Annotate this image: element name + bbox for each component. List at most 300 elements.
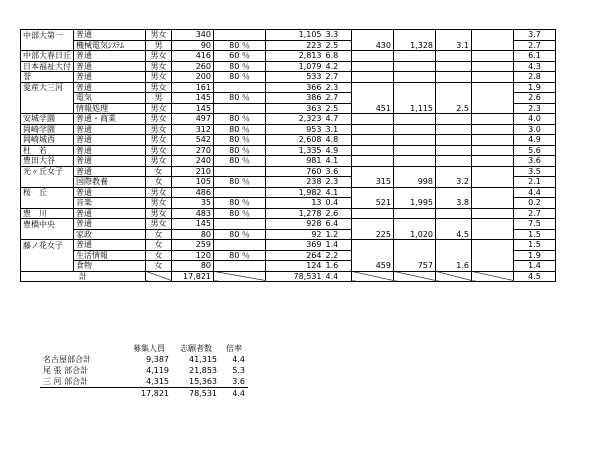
- capacity: 486: [172, 187, 214, 198]
- applicants: 2,323: [266, 114, 324, 125]
- capacity: 80: [172, 229, 214, 240]
- prev-ratio: 1.4: [514, 261, 556, 272]
- capacity: 260: [172, 61, 214, 72]
- prev-ratio: 4.4: [514, 187, 556, 198]
- total-capacity: 17,821: [172, 271, 214, 282]
- school-capacity: [352, 61, 394, 72]
- school-capacity: [352, 166, 394, 177]
- recommend-rate: [214, 187, 266, 198]
- school-ratio: 3.2: [436, 177, 472, 188]
- prev-ratio: 0.2: [514, 198, 556, 209]
- ratio: 1.6: [324, 261, 352, 272]
- recommend-rate: 80 ％: [214, 208, 266, 219]
- school-applicants: 998: [394, 177, 436, 188]
- prev-ratio: 3.0: [514, 124, 556, 135]
- summary-ratio: 3.6: [232, 377, 245, 386]
- recommend-rate: [214, 261, 266, 272]
- total-prev-ratio: 4.5: [514, 271, 556, 282]
- recommend-rate: 80 ％: [214, 72, 266, 83]
- school-ratio: [436, 187, 472, 198]
- blank-cell: [472, 156, 514, 167]
- total-blank: [436, 271, 472, 282]
- applicants: 369: [266, 240, 324, 251]
- applicants: 981: [266, 156, 324, 167]
- school-name: 誉: [21, 72, 74, 83]
- summary-capacity: 4,119: [146, 366, 169, 375]
- school-applicants: [394, 82, 436, 93]
- capacity: 542: [172, 135, 214, 146]
- recommend-rate: [214, 166, 266, 177]
- table-row: [21, 40, 556, 51]
- ratio: 2.7: [324, 93, 352, 104]
- summary-label: 名古屋部合計: [43, 355, 91, 364]
- school-capacity: 459: [352, 261, 394, 272]
- recommend-rate: 80 ％: [214, 135, 266, 146]
- school-capacity: [352, 72, 394, 83]
- recommend-rate: 80 ％: [214, 229, 266, 240]
- recommend-rate: [214, 240, 266, 251]
- school-ratio: [436, 250, 472, 261]
- school-name: [21, 198, 74, 209]
- applicants: 1,982: [266, 187, 324, 198]
- school-applicants: [394, 30, 436, 41]
- school-name: 豊橋中央: [21, 219, 74, 230]
- prev-ratio: 3.5: [514, 166, 556, 177]
- blank-cell: [472, 261, 514, 272]
- school-applicants: [394, 156, 436, 167]
- school-capacity: [352, 93, 394, 104]
- school-capacity: [352, 145, 394, 156]
- table-row: [21, 156, 556, 167]
- school-applicants: [394, 72, 436, 83]
- blank-cell: [472, 40, 514, 51]
- ratio: 2.6: [324, 208, 352, 219]
- capacity: 145: [172, 219, 214, 230]
- recommend-rate: 80 ％: [214, 114, 266, 125]
- course-name: 食物: [74, 261, 146, 272]
- prev-ratio: 1.5: [514, 229, 556, 240]
- school-applicants: [394, 124, 436, 135]
- total-rate-blank: [214, 271, 266, 282]
- table-row: [21, 103, 556, 114]
- recommend-rate: [214, 219, 266, 230]
- school-ratio: [436, 93, 472, 104]
- blank-cell: [472, 177, 514, 188]
- school-capacity: [352, 124, 394, 135]
- course-name: 普通: [74, 145, 146, 156]
- summary-header-applicants: 志願者数: [180, 344, 212, 353]
- ratio: 1.2: [324, 229, 352, 240]
- course-name: 普通: [74, 61, 146, 72]
- table-row: [21, 82, 556, 93]
- capacity: 120: [172, 250, 214, 261]
- recommend-rate: 80 ％: [214, 177, 266, 188]
- blank-cell: [472, 135, 514, 146]
- school-ratio: [436, 82, 472, 93]
- gender: 男女: [146, 208, 172, 219]
- school-name: [21, 250, 74, 261]
- blank-cell: [472, 250, 514, 261]
- prev-ratio: 4.9: [514, 135, 556, 146]
- prev-ratio: 3.7: [514, 30, 556, 41]
- ratio: 3.1: [324, 124, 352, 135]
- recommend-rate: 80 ％: [214, 145, 266, 156]
- gender: 女: [146, 261, 172, 272]
- capacity: 145: [172, 93, 214, 104]
- school-capacity: [352, 156, 394, 167]
- blank-cell: [472, 219, 514, 230]
- applicants: 366: [266, 82, 324, 93]
- summary-applicants: 21,853: [189, 366, 217, 375]
- table-row: [21, 30, 556, 41]
- capacity: 312: [172, 124, 214, 135]
- school-ratio: [436, 114, 472, 125]
- applicants: 533: [266, 72, 324, 83]
- school-capacity: [352, 208, 394, 219]
- gender: 男女: [146, 30, 172, 41]
- school-ratio: 1.6: [436, 261, 472, 272]
- recommend-rate: 80 ％: [214, 61, 266, 72]
- capacity: 90: [172, 40, 214, 51]
- school-ratio: [436, 135, 472, 146]
- recommend-rate: [214, 82, 266, 93]
- school-capacity: [352, 51, 394, 62]
- school-applicants: [394, 187, 436, 198]
- ratio: 4.8: [324, 135, 352, 146]
- school-name: 藤ノ花女子: [21, 240, 74, 251]
- school-capacity: [352, 219, 394, 230]
- gender: 女: [146, 240, 172, 251]
- blank-cell: [472, 208, 514, 219]
- school-applicants: [394, 208, 436, 219]
- ratio: 2.7: [324, 72, 352, 83]
- capacity: 210: [172, 166, 214, 177]
- course-name: 普通: [74, 72, 146, 83]
- gender: 男: [146, 40, 172, 51]
- school-applicants: 757: [394, 261, 436, 272]
- school-capacity: [352, 240, 394, 251]
- blank-cell: [472, 229, 514, 240]
- course-name: 普通: [74, 219, 146, 230]
- summary-row: [40, 365, 248, 376]
- ratio: 2.5: [324, 40, 352, 51]
- school-name: 桜 丘: [21, 187, 74, 198]
- school-capacity: 521: [352, 198, 394, 209]
- school-ratio: 3.1: [436, 40, 472, 51]
- gender: 男女: [146, 51, 172, 62]
- school-capacity: 451: [352, 103, 394, 114]
- course-name: 普通: [74, 135, 146, 146]
- summary-header-ratio: 倍率: [226, 344, 242, 353]
- course-name: 普通: [74, 208, 146, 219]
- ratio: 2.5: [324, 103, 352, 114]
- ratio: 2.3: [324, 82, 352, 93]
- school-applicants: [394, 93, 436, 104]
- table-row: [21, 240, 556, 251]
- table-row: [21, 198, 556, 209]
- prev-ratio: 2.1: [514, 177, 556, 188]
- capacity: 35: [172, 198, 214, 209]
- school-name: 中部大春日丘: [21, 51, 74, 62]
- recommend-rate: 80 ％: [214, 93, 266, 104]
- prev-ratio: 2.7: [514, 40, 556, 51]
- school-capacity: 315: [352, 177, 394, 188]
- summary-total-row: [40, 388, 248, 400]
- summary-table: [40, 343, 248, 399]
- recommend-rate: [214, 103, 266, 114]
- school-ratio: [436, 208, 472, 219]
- applicants: 238: [266, 177, 324, 188]
- gender: 男女: [146, 61, 172, 72]
- prev-ratio: 2.8: [514, 72, 556, 83]
- summary-capacity: 9,387: [146, 355, 169, 364]
- course-name: 普通: [74, 82, 146, 93]
- table-row: [21, 61, 556, 72]
- school-applicants: 1,115: [394, 103, 436, 114]
- summary-header-row: [40, 343, 248, 354]
- recommend-rate: 80 ％: [214, 40, 266, 51]
- summary-total-capacity: 17,821: [126, 388, 172, 400]
- total-applicants: 78,531: [266, 271, 324, 282]
- table-row: [21, 208, 556, 219]
- ratio: 3.3: [324, 30, 352, 41]
- summary-header-capacity: 募集人員: [133, 344, 165, 353]
- applicants: 2,813: [266, 51, 324, 62]
- applicants: 928: [266, 219, 324, 230]
- prev-ratio: 1.9: [514, 250, 556, 261]
- prev-ratio: 2.3: [514, 103, 556, 114]
- ratio: 4.9: [324, 145, 352, 156]
- applicants: 1,079: [266, 61, 324, 72]
- school-applicants: [394, 219, 436, 230]
- total-label: 計: [21, 271, 146, 282]
- gender: 男女: [146, 145, 172, 156]
- applicants: 1,105: [266, 30, 324, 41]
- course-name: 音楽: [74, 198, 146, 209]
- course-name: 情報処理: [74, 103, 146, 114]
- table-row: [21, 187, 556, 198]
- school-applicants: 1,328: [394, 40, 436, 51]
- gender: 男女: [146, 72, 172, 83]
- course-name: 普通: [74, 156, 146, 167]
- recommend-rate: 60 ％: [214, 51, 266, 62]
- table-row: [21, 124, 556, 135]
- school-applicants: 1,995: [394, 198, 436, 209]
- course-name: 普通: [74, 187, 146, 198]
- table-row: [21, 145, 556, 156]
- school-ratio: [436, 30, 472, 41]
- blank-cell: [472, 30, 514, 41]
- gender: 女: [146, 177, 172, 188]
- school-capacity: 430: [352, 40, 394, 51]
- course-name: 普通: [74, 166, 146, 177]
- gender: 男女: [146, 187, 172, 198]
- capacity: 80: [172, 261, 214, 272]
- capacity: 270: [172, 145, 214, 156]
- school-ratio: 4.5: [436, 229, 472, 240]
- summary-total-ratio: 4.4: [220, 388, 248, 400]
- applicants: 124: [266, 261, 324, 272]
- blank-cell: [472, 166, 514, 177]
- ratio: 4.7: [324, 114, 352, 125]
- school-capacity: [352, 114, 394, 125]
- school-applicants: [394, 114, 436, 125]
- applicants: 2,608: [266, 135, 324, 146]
- blank-cell: [472, 82, 514, 93]
- school-ratio: 3.8: [436, 198, 472, 209]
- prev-ratio: 6.1: [514, 51, 556, 62]
- applicants: 363: [266, 103, 324, 114]
- blank-cell: [472, 103, 514, 114]
- table-row: [21, 261, 556, 272]
- applicants: 223: [266, 40, 324, 51]
- summary-applicants: 41,315: [189, 355, 217, 364]
- gender: 男女: [146, 156, 172, 167]
- school-capacity: [352, 135, 394, 146]
- blank-cell: [472, 61, 514, 72]
- course-name: 普通・商業: [74, 114, 146, 125]
- blank-cell: [472, 187, 514, 198]
- ratio: 4.1: [324, 187, 352, 198]
- table-row: [21, 114, 556, 125]
- school-ratio: [436, 166, 472, 177]
- recommend-rate: [214, 30, 266, 41]
- gender: 女: [146, 166, 172, 177]
- course-name: 生活情報: [74, 250, 146, 261]
- school-ratio: [436, 51, 472, 62]
- total-blank: [472, 271, 514, 282]
- blank-cell: [472, 145, 514, 156]
- table-row: [21, 72, 556, 83]
- recommend-rate: 80 ％: [214, 124, 266, 135]
- school-name: 豊 川: [21, 208, 74, 219]
- gender: 女: [146, 250, 172, 261]
- school-applicants: [394, 135, 436, 146]
- ratio: 3.6: [324, 166, 352, 177]
- ratio: 6.4: [324, 219, 352, 230]
- school-name: 岡崎城西: [21, 135, 74, 146]
- school-capacity: [352, 187, 394, 198]
- table-row: [21, 135, 556, 146]
- summary-applicants: 15,363: [189, 377, 217, 386]
- gender: 男: [146, 93, 172, 104]
- applicants: 953: [266, 124, 324, 135]
- table-row: [21, 93, 556, 104]
- school-ratio: 2.5: [436, 103, 472, 114]
- ratio: 0.4: [324, 198, 352, 209]
- school-name: [21, 40, 74, 51]
- prev-ratio: 4.3: [514, 61, 556, 72]
- capacity: 145: [172, 103, 214, 114]
- ratio: 4.1: [324, 156, 352, 167]
- ratio: 4.2: [324, 61, 352, 72]
- table-row: [21, 229, 556, 240]
- school-name: 日本福祉大付: [21, 61, 74, 72]
- total-gender-blank: [146, 271, 172, 282]
- table-row: [21, 51, 556, 62]
- capacity: 200: [172, 72, 214, 83]
- capacity: 340: [172, 30, 214, 41]
- gender: 男女: [146, 114, 172, 125]
- school-applicants: 1,020: [394, 229, 436, 240]
- summary-row: [40, 354, 248, 365]
- prev-ratio: 2.6: [514, 93, 556, 104]
- school-name: 愛産大三河: [21, 82, 74, 93]
- prev-ratio: 4.0: [514, 114, 556, 125]
- prev-ratio: 3.6: [514, 156, 556, 167]
- capacity: 497: [172, 114, 214, 125]
- recommend-rate: 80 ％: [214, 198, 266, 209]
- summary-label: 三 河 部合計: [43, 377, 89, 386]
- school-name: 豊田大谷: [21, 156, 74, 167]
- gender: 女: [146, 229, 172, 240]
- blank-cell: [472, 93, 514, 104]
- course-name: 機械電気ｼｽﾃﾑ: [74, 40, 146, 51]
- prev-ratio: 1.5: [514, 240, 556, 251]
- capacity: 105: [172, 177, 214, 188]
- school-applicants: [394, 61, 436, 72]
- table-row: [21, 177, 556, 188]
- course-name: 国際教養: [74, 177, 146, 188]
- applicants: 264: [266, 250, 324, 261]
- school-applicants: [394, 51, 436, 62]
- prev-ratio: 5.6: [514, 145, 556, 156]
- ratio: 2.3: [324, 177, 352, 188]
- course-name: 普通: [74, 124, 146, 135]
- school-name: [21, 261, 74, 272]
- blank-cell: [472, 51, 514, 62]
- school-applicants: [394, 145, 436, 156]
- summary-capacity: 4,315: [146, 377, 169, 386]
- gender: 男女: [146, 124, 172, 135]
- school-applicants: [394, 240, 436, 251]
- school-name: 岡崎学園: [21, 124, 74, 135]
- gender: 男女: [146, 82, 172, 93]
- total-blank: [394, 271, 436, 282]
- applicants: 1,278: [266, 208, 324, 219]
- course-name: 普通: [74, 51, 146, 62]
- school-applicants: [394, 250, 436, 261]
- course-name: 普通: [74, 30, 146, 41]
- capacity: 416: [172, 51, 214, 62]
- applicants: 13: [266, 198, 324, 209]
- school-ratio: [436, 219, 472, 230]
- prev-ratio: 2.7: [514, 208, 556, 219]
- summary-total-applicants: 78,531: [172, 388, 220, 400]
- summary-row: [40, 376, 248, 388]
- gender: 男女: [146, 135, 172, 146]
- blank-cell: [472, 72, 514, 83]
- school-capacity: [352, 30, 394, 41]
- summary-ratio: 5.3: [232, 366, 245, 375]
- summary-label: 尾 張 部合計: [43, 366, 89, 375]
- capacity: 240: [172, 156, 214, 167]
- blank-cell: [472, 124, 514, 135]
- ratio: 6.8: [324, 51, 352, 62]
- blank-cell: [472, 240, 514, 251]
- school-name: [21, 103, 74, 114]
- school-ratio: [436, 156, 472, 167]
- capacity: 259: [172, 240, 214, 251]
- recommend-rate: 80 ％: [214, 250, 266, 261]
- school-ratio: [436, 61, 472, 72]
- applicants: 92: [266, 229, 324, 240]
- school-ratio: [436, 124, 472, 135]
- school-capacity: 225: [352, 229, 394, 240]
- school-name: 杜 若: [21, 145, 74, 156]
- prev-ratio: 1.9: [514, 82, 556, 93]
- school-ratio: [436, 240, 472, 251]
